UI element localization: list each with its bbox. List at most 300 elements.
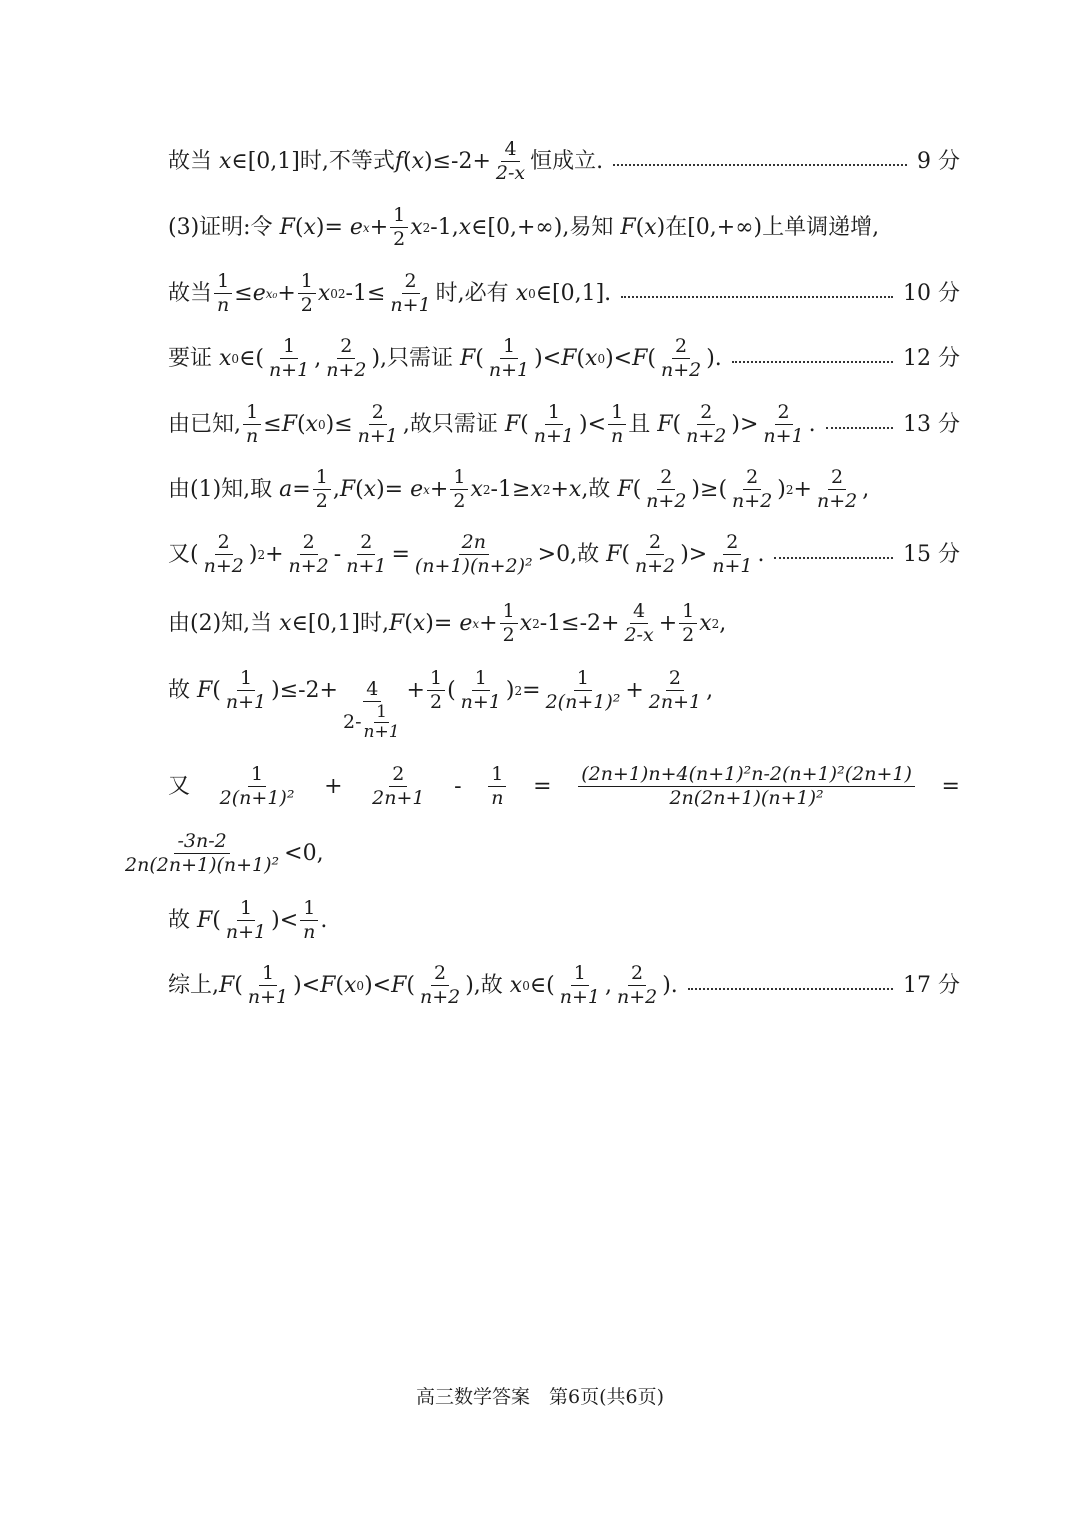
fraction	[729, 468, 775, 511]
fraction-denominator: n+1	[357, 425, 398, 447]
fraction-numerator: (2n+1)n+4(n+1)²n-2(n+1)²(2n+1)	[578, 765, 915, 787]
text: x	[458, 214, 472, 240]
fraction-numerator: 2	[723, 533, 741, 555]
text: (	[672, 411, 682, 437]
fraction-numerator: 1	[500, 602, 518, 624]
fraction-denominator: 2n(2n+1)(n+1)²	[669, 787, 824, 809]
fraction-numerator: 1	[300, 899, 318, 921]
text: (	[294, 214, 304, 240]
fraction-denominator: n	[246, 425, 259, 447]
fraction	[608, 403, 626, 446]
text: x	[530, 476, 543, 502]
fraction-denominator: n+1	[346, 555, 387, 577]
text: )≤-2+	[424, 148, 491, 174]
text: F	[657, 411, 673, 437]
fraction	[450, 468, 468, 511]
text: =	[522, 677, 541, 703]
text: x	[410, 214, 423, 240]
fraction-denominator: n	[303, 921, 316, 943]
fraction-numerator: 1	[248, 765, 266, 787]
text: ∈(	[239, 345, 264, 371]
text: +	[324, 773, 343, 799]
fraction-denominator: n+2	[646, 490, 687, 512]
solution-line-8: 由(2)知,当 x ∈[0,1]时, F ( x )= e x + $\frac{1}{2}$ x 2 -1≤-2+ $\frac{4}{2-x}$ + $\frac{1}{2}$ x 2 ,	[168, 600, 727, 646]
fraction-numerator: 2	[666, 669, 684, 691]
fraction	[201, 533, 247, 576]
text: 且	[628, 411, 658, 437]
fraction-numerator: 1	[679, 602, 697, 624]
text: )>	[680, 541, 708, 567]
fraction-denominator: n	[611, 425, 624, 447]
text: F	[389, 610, 405, 636]
text: )≤	[325, 411, 353, 437]
text: <0,	[284, 840, 324, 866]
fraction-numerator: 2	[337, 337, 355, 359]
text: F	[620, 214, 636, 240]
fraction	[369, 765, 427, 808]
fraction-numerator: 1	[243, 403, 261, 425]
text: (	[404, 610, 413, 636]
solution-line-2: (3)证明:令 F ( x )= e x + $\frac{1}{2}$ x 2 -1, x ∈[0,+∞),易知 F ( x )在[0,+∞)上单调递增,	[168, 204, 880, 250]
text: (	[234, 972, 243, 998]
text: ,	[706, 677, 714, 703]
solution-line-1	[168, 140, 960, 183]
fraction-denominator: n	[217, 294, 230, 316]
text: .	[757, 541, 765, 567]
text: (	[635, 214, 645, 240]
fraction	[245, 964, 291, 1007]
text: (	[296, 411, 306, 437]
score-label: 15 分	[903, 541, 960, 567]
text: )	[505, 677, 515, 703]
fraction-numerator: 1	[608, 403, 626, 425]
fraction-numerator: 1	[259, 964, 277, 986]
text: +	[265, 541, 284, 567]
fraction-denominator: n+1	[763, 425, 804, 447]
text: (	[212, 907, 221, 933]
solution-line-10	[168, 765, 960, 808]
text: )在[0,+∞)上单调递增,	[656, 214, 880, 240]
fraction-denominator: n+1	[363, 722, 400, 742]
text: )=	[315, 214, 350, 240]
text: e	[459, 610, 473, 636]
fraction-numerator: 1	[427, 669, 445, 691]
text: =	[391, 541, 410, 567]
fraction	[427, 669, 445, 712]
text: F	[561, 345, 577, 371]
text: x	[568, 476, 582, 502]
text: (	[576, 345, 586, 371]
fraction-denominator: 2	[682, 624, 695, 646]
fraction-numerator: 2	[672, 337, 690, 359]
fraction-numerator: 1	[545, 403, 563, 425]
text: 恒成立.	[530, 148, 604, 174]
text: x	[303, 214, 316, 240]
page-footer: 高三数学答案 第6页(共6页)	[415, 1386, 664, 1408]
fraction	[243, 403, 261, 446]
fraction-numerator: 1	[450, 468, 468, 490]
fraction-numerator: 2	[775, 403, 793, 425]
text: )<	[271, 907, 299, 933]
text: x	[344, 972, 357, 998]
text: =	[941, 773, 960, 799]
text: >0,故	[537, 541, 607, 567]
text: x	[219, 148, 232, 174]
fraction-numerator: 1	[500, 337, 518, 359]
text: F	[281, 411, 297, 437]
score-label: 12 分	[903, 345, 960, 371]
fraction-numerator: 2	[828, 468, 846, 490]
text: +	[658, 610, 678, 636]
text: ∈[0,1]时,	[291, 610, 390, 636]
fraction	[646, 669, 704, 712]
fraction-numerator: 1	[214, 272, 232, 294]
fraction	[621, 602, 656, 645]
text: (	[520, 411, 529, 437]
fraction-denominator: n+2	[419, 986, 461, 1008]
fraction-denominator: n+2	[616, 986, 658, 1008]
fraction	[223, 669, 269, 712]
fraction-denominator: 2	[453, 490, 466, 512]
text: (	[212, 677, 221, 703]
fraction-denominator: n+2	[326, 359, 367, 381]
text: )>	[731, 411, 759, 437]
text: +	[277, 280, 296, 306]
fraction-denominator: n+1	[225, 921, 267, 943]
text: x	[509, 972, 523, 998]
text: )=	[425, 610, 460, 636]
solution-line-6: 由(1)知,取 a = $\frac{1}{2}$ , F ( x )= e x + $\frac{1}{2}$ x 2 -1≥ x 2 + x ,故 F ( $\frac{2}{n+2}$ )≥( $\frac{2}{n+2}$ ) 2 + $\frac{2}{n+2}$ ,	[168, 466, 870, 512]
text: ).	[706, 345, 722, 371]
text: 故	[168, 907, 197, 933]
text: ,	[604, 972, 612, 998]
text: )<	[364, 972, 392, 998]
fraction	[458, 669, 504, 712]
text: x	[305, 411, 318, 437]
fraction	[500, 602, 518, 645]
fraction-denominator	[340, 702, 405, 741]
fraction-numerator: 2	[389, 765, 407, 787]
fraction-numerator: 1	[574, 669, 592, 691]
fraction	[214, 272, 232, 315]
text: -1,	[430, 214, 459, 240]
fraction	[313, 468, 331, 511]
fraction	[486, 337, 532, 380]
fraction-numerator: 1	[237, 899, 255, 921]
fraction-denominator: n+2	[634, 555, 676, 577]
text: =	[533, 773, 552, 799]
fraction	[412, 533, 536, 576]
text: (	[335, 972, 344, 998]
text: 由(1)知,取	[168, 476, 280, 502]
text: F	[460, 345, 476, 371]
text: ),故	[465, 972, 510, 998]
score-label: 17 分	[903, 972, 960, 998]
fraction	[217, 765, 298, 808]
text: )	[777, 476, 786, 502]
fraction	[343, 533, 389, 576]
fraction-denominator: 2(n+1)²	[545, 691, 621, 713]
text: ,	[862, 476, 870, 502]
leader-dots	[732, 361, 893, 363]
solution-line-13: 综上, F ( $\frac{1}{n+1}$ )< F ( x 0 )< F ( $\frac{2}{n+2}$ ),故 x 0 ∈( $\frac{1}{n+1}$ , $\frac{2}{n+2}$ ). 17 分	[168, 962, 960, 1008]
text: ,	[314, 345, 322, 371]
solution-line-5: 由已知, $\frac{1}{n}$ ≤ F ( x 0 )≤ $\frac{2}{n+1}$ ,故只需证 F ( $\frac{1}{n+1}$ )< $\frac{1}{n}$ 且 F ( $\frac{2}{n+2}$ )> $\frac{2}{n+1}$ . 13 分	[168, 401, 960, 447]
fraction-denominator: n+1	[268, 359, 310, 381]
text: ≤	[234, 280, 253, 306]
text: ),只需证	[371, 345, 461, 371]
leader-dots	[621, 296, 893, 298]
fraction	[488, 765, 506, 808]
text: ,故只需证	[402, 411, 505, 437]
fraction-numerator: 2	[431, 964, 449, 986]
text: x	[363, 476, 377, 502]
fraction	[298, 272, 316, 315]
fraction	[223, 899, 269, 942]
text: F	[219, 972, 235, 998]
text: 故当	[168, 280, 213, 306]
text: (3)证明:令	[168, 214, 280, 240]
text: F	[197, 907, 213, 933]
text: F	[197, 677, 213, 703]
text: )<	[293, 972, 321, 998]
compound-fraction	[340, 680, 405, 741]
text: 时,必有	[435, 280, 516, 306]
text: -	[454, 773, 462, 799]
fraction	[683, 403, 729, 446]
text: x	[585, 345, 598, 371]
fraction-numerator: 2	[357, 533, 375, 555]
text: e	[349, 214, 363, 240]
text: (	[403, 148, 412, 174]
fraction-denominator: n+2	[203, 555, 244, 577]
text: =	[292, 476, 311, 502]
text: .	[320, 907, 328, 933]
leader-dots	[613, 164, 907, 166]
fraction-numerator: 4	[630, 602, 648, 624]
fraction	[760, 403, 806, 446]
text: 要证	[168, 345, 219, 371]
fraction-numerator: 1	[390, 206, 408, 228]
text: (	[475, 345, 484, 371]
text: e	[410, 476, 424, 502]
text: )<	[534, 345, 562, 371]
text: x	[515, 280, 529, 306]
fraction	[614, 964, 660, 1007]
text: +	[479, 610, 498, 636]
fraction	[390, 206, 408, 249]
text: x	[519, 610, 533, 636]
fraction-numerator: 2n	[459, 533, 489, 555]
text: 2-	[343, 711, 362, 733]
fraction-denominator: n+1	[247, 986, 289, 1008]
text: 由(2)知,当	[168, 610, 280, 636]
text: )	[248, 541, 258, 567]
text: )<	[579, 411, 607, 437]
fraction	[122, 832, 282, 875]
text: +	[369, 214, 389, 240]
fraction	[300, 899, 318, 942]
fraction-denominator: 2n+1	[648, 691, 702, 713]
text: ,故	[581, 476, 618, 502]
fraction-numerator: 2	[369, 403, 387, 425]
fraction-denominator: 2	[315, 490, 328, 512]
score-label: 9 分	[917, 148, 960, 174]
text: 由已知,	[168, 411, 241, 437]
fraction	[632, 533, 678, 576]
fraction	[387, 272, 433, 315]
fraction-numerator: 1	[488, 765, 506, 787]
text: 又(	[168, 541, 199, 567]
fraction-denominator: n+1	[559, 986, 600, 1008]
fraction-denominator: n+1	[488, 359, 530, 381]
score-label: 10 分	[903, 280, 960, 306]
text: +	[406, 677, 425, 703]
text: )=	[376, 476, 411, 502]
text: -1≥	[490, 476, 531, 502]
fraction-numerator: 1	[237, 669, 255, 691]
fraction	[814, 468, 860, 511]
text: x	[317, 280, 331, 306]
solution-line-4: 要证 x 0 ∈( $\frac{1}{n+1}$ , $\frac{2}{n+2}$ ),只需证 F ( $\frac{1}{n+1}$ )< F ( x 0 )< F ( $\frac{2}{n+2}$ ). 12 分	[168, 335, 960, 381]
fraction-denominator: 2	[429, 691, 443, 713]
fraction	[266, 337, 312, 380]
text: x	[412, 610, 426, 636]
text: 故当	[168, 148, 219, 174]
fraction	[543, 669, 624, 712]
text: F	[320, 972, 336, 998]
text: ∈[0,+∞),易知	[471, 214, 621, 240]
text: x	[279, 610, 292, 636]
solution-line-7: 又( $\frac{2}{n+2}$ ) 2 + $\frac{2}{n+2}$ - $\frac{2}{n+1}$ = $\frac{2n}{\text{(n+1)(n+2)²}}$ >0,故 F ( $\frac{2}{n+2}$ )> $\frac{2}{n+1}$ . 15 分	[168, 531, 960, 577]
fraction-denominator: n+2	[660, 359, 702, 381]
text: ,	[719, 610, 727, 636]
text: ,	[332, 476, 340, 502]
text: F	[279, 214, 295, 240]
fraction-numerator: 2	[657, 468, 675, 490]
fraction-denominator: n+2	[816, 490, 858, 512]
fraction-numerator: 4	[363, 680, 381, 702]
inner-fraction	[362, 704, 402, 741]
text: F	[339, 476, 356, 502]
text: a	[279, 476, 293, 502]
text: (	[406, 972, 415, 998]
fraction-denominator: (n+1)(n+2)²	[414, 555, 533, 577]
fraction	[286, 533, 332, 576]
text: 故	[168, 677, 197, 703]
solution-line-9: 故 F ( $\frac{1}{n+1}$ )≤-2+ 4 2- $\frac{1}{n+1}$ + $\frac{1}{2}$ ( $\frac{1}{n+1}$ ) 2 = $\frac{1}{\text{2(n+1)²}}$ + $\frac{2}{2n+1}$ ,	[168, 667, 714, 742]
fraction-numerator: -3n-2	[174, 832, 229, 854]
fraction-numerator: 2	[697, 403, 715, 425]
text: -1≤	[345, 280, 386, 306]
text: ).	[662, 972, 678, 998]
fraction-denominator: n+2	[288, 555, 329, 577]
fraction-numerator: 1	[376, 702, 387, 722]
text: +	[429, 476, 449, 502]
fraction-numerator: 2	[402, 272, 420, 294]
text: )≤-2+	[271, 677, 338, 703]
fraction-numerator: 1	[472, 669, 490, 691]
text: x	[470, 476, 483, 502]
fraction	[658, 337, 704, 380]
score-label: 13 分	[903, 411, 960, 437]
text: )≥(	[691, 476, 728, 502]
text: f	[394, 148, 404, 174]
solution-line-11	[120, 832, 960, 875]
fraction	[531, 403, 577, 446]
fraction	[323, 337, 369, 380]
text: F	[504, 411, 521, 437]
fraction-denominator: n+1	[390, 294, 431, 316]
fraction-numerator: 1	[571, 964, 589, 986]
text: F	[606, 541, 622, 567]
text: ∈[0,1].	[535, 280, 612, 306]
fraction-numerator: 2	[215, 533, 233, 555]
text: )<	[605, 345, 633, 371]
fraction	[417, 964, 463, 1007]
text: F	[391, 972, 407, 998]
fraction	[355, 403, 401, 446]
text: F	[632, 345, 648, 371]
fraction	[643, 468, 689, 511]
text: x	[219, 345, 232, 371]
leader-dots	[774, 557, 893, 559]
fraction-denominator: 2	[502, 624, 515, 646]
fraction-denominator: 2	[393, 228, 406, 250]
fraction-numerator: 2	[628, 964, 646, 986]
fraction	[557, 964, 603, 1007]
fraction	[493, 140, 528, 183]
fraction	[578, 765, 915, 808]
text: e	[252, 280, 266, 306]
fraction-denominator: 2	[300, 294, 313, 316]
text: +	[625, 677, 644, 703]
text: x	[644, 214, 657, 240]
text: ≤	[263, 411, 282, 437]
fraction-numerator: 1	[298, 272, 316, 294]
text: F	[617, 476, 633, 502]
solution-line-12	[168, 899, 960, 942]
fraction-numerator: 2	[743, 468, 761, 490]
fraction	[679, 602, 697, 645]
fraction	[709, 533, 755, 576]
text: +	[550, 476, 569, 502]
text: ∈[0,1]时,不等式	[231, 148, 395, 174]
fraction-denominator: 2-x	[495, 162, 526, 184]
fraction-denominator: 2n+1	[372, 787, 425, 809]
text: +	[793, 476, 812, 502]
text: -1≤-2+	[539, 610, 620, 636]
fraction-denominator: 2-x	[624, 624, 654, 646]
fraction-numerator: 2	[300, 533, 318, 555]
solution-line-3: 故当 $\frac{1}{n}$ ≤ e x₀ + $\frac{1}{2}$ x 0 2 -1≤ $\frac{2}{n+1}$ 时,必有 x 0 ∈[0,1]. 10 分	[168, 270, 960, 316]
fraction-denominator: n	[491, 787, 504, 809]
fraction-denominator: n+1	[533, 425, 574, 447]
text: (	[632, 476, 642, 502]
fraction-numerator: 2	[646, 533, 664, 555]
text: (	[447, 677, 456, 703]
fraction-numerator: 1	[280, 337, 298, 359]
fraction-numerator: 4	[501, 140, 519, 162]
text: .	[808, 411, 816, 437]
fraction-denominator: n+2	[686, 425, 727, 447]
text: 又	[168, 773, 191, 799]
text: x	[699, 610, 712, 636]
text: ∈(	[529, 972, 555, 998]
fraction-denominator: 2n(2n+1)(n+1)²	[125, 854, 280, 876]
text: (	[621, 541, 630, 567]
leader-dots	[688, 988, 893, 990]
